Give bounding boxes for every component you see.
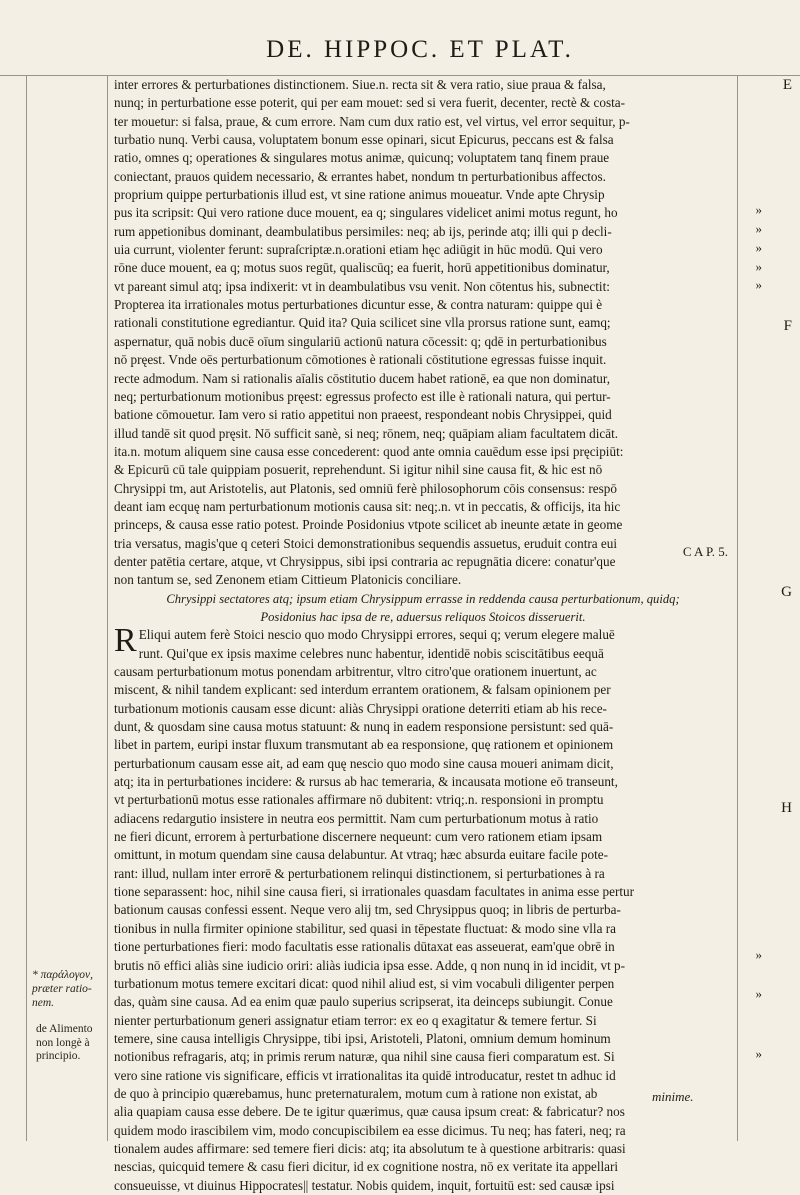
text-line: turbatio nunq. Verbi causa, voluptatem bonum esse opinari, sicut Epicurus, peccans est & falsa xyxy=(114,132,614,148)
margin-note-reference xyxy=(36,1023,106,1064)
text-line: turbationum motionis causam esse dicunt: aliàs Chrysippi oratione deterriti etiam ab his rece- xyxy=(114,700,607,716)
text-line: perturbationum causam esse ait, ad eam quę nescio quo modo sine causa moueri animam dicit, xyxy=(114,755,614,771)
text-line: rōne duce mouent, ea q; motus suos regūt, qualiscūq; ea fuerit, horū appetitionibus dominatur, xyxy=(114,260,610,276)
text-line: vt pareant simul atq; ipsa indixerit: vt in deambulatibus vsu venit. Non cōtentus his, subnectit: xyxy=(114,278,610,294)
text-line: tione perturbationes fieri: modo facultatis esse rationalis dūtaxat eas asseuerat, eam'que obrē in xyxy=(114,939,615,955)
text-line: aspernatur, quā nobis ducē oīum singulariū actionū natura cōcessit: q; qdē in perturbationibus xyxy=(114,333,607,349)
text-line: ratio, omnes q; operationes & singulares motus animæ, quicunq; voluptatem tanq finem praue xyxy=(114,150,610,166)
text-line: batione cōmouetur. Iam vero si ratio appetitui non praeest, respondeant nobis Chrysippei, quid xyxy=(114,407,612,423)
text-line: de quo à principio quærebamus, hunc preternaturalem, motum cum à ratione non existat, ab xyxy=(114,1085,598,1101)
text-line: Propterea ita irrationales motus perturbationes dicuntur esse, & contra naturam: quippe qui è xyxy=(114,297,603,313)
text-line: temere, sine causa intelligis Chrysippe, tibi ipsi, Aristoteli, Platoni, omnium demum hominum xyxy=(114,1030,611,1046)
margin-note-line: * παράλογον, xyxy=(32,969,93,981)
chapter-label: C A P. 5. xyxy=(682,544,728,559)
text-line: pus ita scripsit: Qui vero ratione duce mouent, ea q; singulares videlicet animi motus regunt, ho xyxy=(114,205,618,221)
margin-rule-left-outer xyxy=(26,75,27,1141)
chapter-summary-line: Posidonius hac ipsa de re, aduersus reliquos Stoicos disseruerit. xyxy=(260,609,586,624)
text-line: brutis nō effici aliàs sine iudicio oriri: aliàs iudicia ipsa esse. Adde, q non nunq in id incidit, vt p- xyxy=(114,957,626,973)
text-line: quidem modo irascibilem vim, modo concupiscibilem ea esse dicimus. Tu neq; has fateri, neq; ra xyxy=(114,1122,626,1138)
margin-note-line: nem. xyxy=(32,997,55,1009)
text-line: nō pręest. Vnde oēs perturbationum cōmotiones è rationali cōstitutione egressas fuisse inquit. xyxy=(114,352,607,368)
text-line: denter patētia certare, atque, vt Chrysippus, sibi ipsi contraria ac repugnātia dicere: conatur'que xyxy=(114,553,616,569)
text-line: inter errores & perturbationes distinctionem. Siue.n. recta sit & vera ratio, siue praua & falsa, xyxy=(114,77,606,92)
text-line: turbationum motus temere excitari dicat: quod nihil aliud est, si vim vocabuli diligenter perpen xyxy=(114,975,615,991)
text-line: princeps, & causa esse ratio potest. Proinde Posidonius vtpote scilicet ab ineunte ætate in geome xyxy=(114,517,623,533)
text-line: non tantum se, sed Zenonem etiam Cittieum Platonicis conciliare. xyxy=(114,572,462,588)
side-letter-g: G xyxy=(781,584,792,600)
text-line: neq; perturbationum motionibus pręest: egressus profecto est ille è rationali natura, qui pertur- xyxy=(114,388,611,404)
margin-rule-right xyxy=(737,75,738,1141)
text-line: rationali constitutione egrediantur. Quid ita? Quia scilicet sine vlla prorsus ratione sunt, eamq; xyxy=(114,315,611,331)
citation-mark: » xyxy=(755,221,762,236)
margin-note-line: principio. xyxy=(36,1050,81,1062)
citation-mark: » xyxy=(755,202,762,217)
text-line: das, quàm sine causa. Ad ea enim quæ paulo superius scripserat, ita deinceps subiungit. Conue xyxy=(114,994,613,1010)
text-line: atq; ita in perturbationes incidere: & rursus ab hac temeraria, & incausata motione eō transeunt, xyxy=(114,774,618,790)
running-head: DE. HIPPOC. ET PLAT. xyxy=(266,36,574,63)
side-letter-e: E xyxy=(782,77,792,93)
text-line: & Epicurū cū tale quippiam posuerit, reprehendunt. Si igitur nihil sine causa fit, & hic est nō xyxy=(114,462,603,478)
text-line: ter mouetur: si falsa, praue, & cum errore. Nam cum dux ratio est, vel virtus, vel error sequitur, p- xyxy=(114,113,630,129)
text-line: notionibus refragaris, atq; in primis rerum naturæ, qua nihil sine causa fieri comparatum est. Si xyxy=(114,1049,615,1065)
citation-mark: » xyxy=(755,986,762,1001)
text-line: recte admodum. Nam si rationalis aīalis cōstitutio ducem habet rationē, ea que non dominatur, xyxy=(114,370,611,386)
text-line: Chrysippi tm, aut Aristotelis, aut Platonis, sed omniū ferè philosophorum cōis consensus: respō xyxy=(114,480,617,496)
text-line: alia quapiam causa esse debere. De te igitur quærimus, quæ causa ipsum creat: & fabricatur? nos xyxy=(114,1104,625,1120)
chapter-summary-line: Chrysippi sectatores atq; ipsum etiam Chrysippum errasse in reddenda causa perturbationum, quidq; xyxy=(166,591,680,606)
text-line: miscent, & nihil tandem explicant: sed interdum errantem orationem, & falsam opinionem per xyxy=(114,682,611,698)
margin-note-line: de Alimento xyxy=(36,1023,93,1035)
main-text xyxy=(114,76,732,1195)
text-line: vero sine ratione vis significare, efficis vt irrationalitas ita quidē introducatur, restet tn adhuc id xyxy=(114,1067,616,1083)
text-line: adiacens redargutio insistere in neutra eos permittit. Nam cum perturbationum motus à ratio xyxy=(114,810,599,826)
margin-rule-left-inner xyxy=(107,75,108,1141)
text-line: deant iam ecquę nam perturbationum motionis causa sit: neq;.n. vt in peccatis, & officijs, ita hic xyxy=(114,498,621,514)
text-line-body: Eliqui autem ferè Stoici nescio quo modo Chrysippi errores, sequi q; verum elegere maluē xyxy=(138,627,615,643)
text-line: bationum causas confessi essent. Neque vero alij tm, sed Chrysippus quoq; in libris de perturba- xyxy=(114,902,621,918)
drop-cap: R xyxy=(114,622,137,660)
text-line: ne fieri dicunt, errorem à perturbatione discernere nequeunt: cum vero rationem etiam ipsam xyxy=(114,829,603,845)
text-line: tione separassent: hoc, nihil sine causa fieri, si irrationales quasdam facultates in anima esse pertur xyxy=(114,884,634,900)
text-line: omittunt, in motum quendam sine causa delabuntur. At vtraq; hæc absurda euitare facile pote- xyxy=(114,847,609,863)
text-line: illud tandē sit quod pręsit. Nō sufficit sanè, si neq; rōnem, neq; quāpiam aliam facultatem dicāt. xyxy=(114,425,619,441)
text-line: nunq; in perturbatione esse poterit, qui per eam mouet: sed si vera fuerit, decenter, rectè & costa- xyxy=(114,95,626,111)
text-line: dunt, & quosdam sine causa motus statuunt: & nunq in eadem responsione persistunt: sed quā- xyxy=(114,719,614,735)
margin-note-line: præter ratio- xyxy=(32,983,92,995)
text-line: runt. Qui'que ex ipsis maxime celebres nunc habentur, identidē nobis sciscitātibus eequā xyxy=(138,645,604,661)
side-letter-f: F xyxy=(783,318,792,334)
catchword: minime. xyxy=(652,1089,694,1104)
text-line: libet in partem, euripi instar fluxum transmutant ab ea responsione, quę rationem et opinionem xyxy=(114,737,614,753)
text-line: tionalem audes affirmare: sed temere fieri dicis: atq; ita absolutum te à questione arbitraris: quasi xyxy=(114,1140,626,1156)
citation-mark: » xyxy=(755,259,762,274)
text-line: consueuisse, vt diuinus Hippocrates|| testatur. Nobis quidem, inquit, fortuitū est: sed causæ ipsi xyxy=(114,1177,615,1193)
text-line: nienter perturbationum generi assignatur etiam terror: ex eo q exagitatur & temere fertur. Si xyxy=(114,1012,597,1028)
citation-mark: » xyxy=(755,947,762,962)
text-line: uia currunt, violenter ferunt: supraſcriptæ.n.orationi etiam hęc adiūgit in hūc modū. Qui vero xyxy=(114,242,603,258)
text-line: proprium quippe perturbationis illud est, vt sine ratione animus moueatur. Vnde apte Chrysip xyxy=(114,187,605,203)
side-letter-h: H xyxy=(781,800,792,816)
citation-mark: » xyxy=(755,1046,762,1061)
text-line: coniectant, prauos quidem necessario, & errantes habet, nondum tn perturbationibus affectos. xyxy=(114,168,606,184)
margin-note-greek xyxy=(32,968,107,1010)
text-line: rant: illud, nullam inter errorē & perturbationem relinqui distinctionem, si perturbationes à ra xyxy=(114,865,605,881)
text-line: ita.n. motum aliquem sine causa esse concederent: quod ante omnia cauēdum esse ipsi pręcipiūt: xyxy=(114,443,624,459)
citation-mark: » xyxy=(755,277,762,292)
text-line: nescias, quicquid temere & casu fieri dicitur, id ex cognitione nostra, nō ex veritate ita appellari xyxy=(114,1159,619,1175)
margin-note-line: non longè à xyxy=(36,1036,90,1049)
text-line: causam perturbationum motus ponendam arbitrentur, vltro citro'que orationem inuertunt, ac xyxy=(114,664,597,679)
text-line: vt perturbationū motus esse rationales affirmare nō dubitent: vtriq;.n. responsioni in promptu xyxy=(114,792,604,808)
text-line: tionibus in nulla firmiter opinione stabilitur, sed quasi in tēpestate fluctuat: & modo sine vlla ra xyxy=(114,920,616,936)
text-line: tria versatus, magis'que q ceteri Stoici demonstrationibus sequendis assuetus, eruduit contra eui xyxy=(114,535,618,551)
text-line: rum appetionibus dominant, deambulatibus persimiles: neq; ab ijs, perinde atq; illi qui p decli- xyxy=(114,223,612,239)
citation-mark: » xyxy=(755,240,762,255)
